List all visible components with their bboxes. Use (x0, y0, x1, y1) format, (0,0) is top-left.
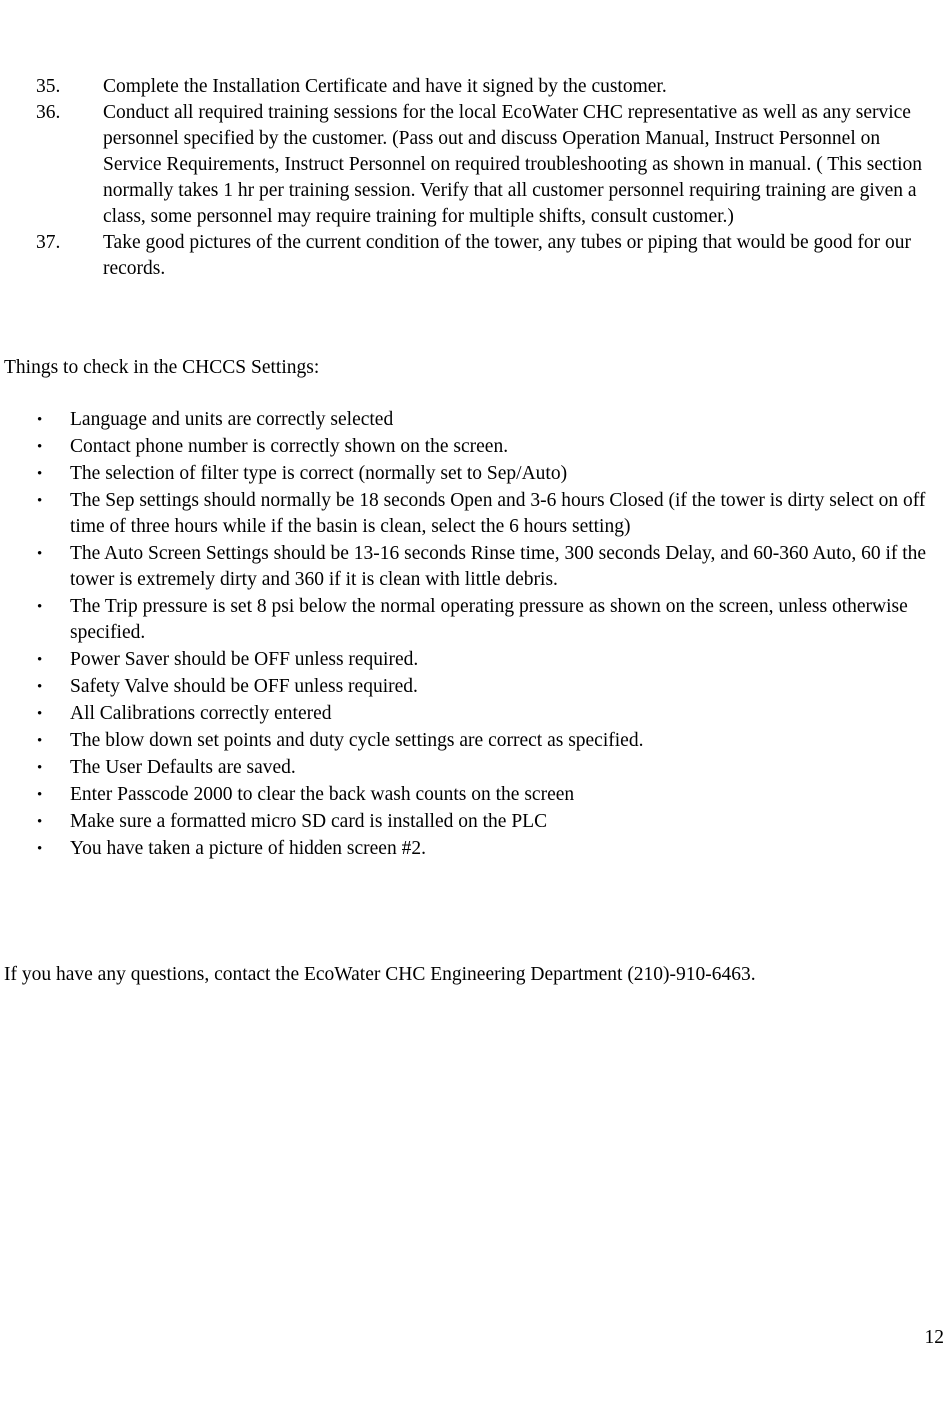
step-item (0, 100, 950, 230)
bullet-icon: • (37, 466, 43, 482)
checklist-item-text: You have taken a picture of hidden screen #2. (70, 838, 426, 859)
step-number: 35. (36, 76, 61, 97)
contact-info: If you have any questions, contact the EcoWater CHC Engineering Department (210)-910-6463. (4, 964, 756, 985)
checklist-item-text: All Calibrations correctly entered (70, 703, 332, 724)
bullet-icon: • (37, 787, 43, 803)
checklist-item-text: Contact phone number is correctly shown on the screen. (70, 436, 509, 457)
step-text: Conduct all required training sessions for the local EcoWater CHC representative as well as any service personnel specified by the customer. (Pass out and discuss Operation Manual, Instruct Personnel on Service Requirements, Instruct Personnel on required troubleshooting as shown in manual. ( This section normally takes 1 hr per training session. Verify that all customer personnel requiring training are given a class, some personnel may require training for multiple shifts, consult customer.) (103, 102, 923, 227)
checklist-item-text: The Trip pressure is set 8 psi below the normal operating pressure as shown on the screen, unless otherwise specified. (70, 596, 908, 643)
checklist-item (0, 755, 950, 781)
checklist-item (0, 836, 950, 862)
step-text: Take good pictures of the current condition of the tower, any tubes or piping that would be good for our records. (103, 232, 911, 279)
checklist-item (0, 782, 950, 808)
bullet-icon: • (37, 841, 43, 857)
checklist-item (0, 488, 950, 540)
settings-heading: Things to check in the CHCCS Settings: (4, 357, 320, 378)
checklist-item-text: Language and units are correctly selected (70, 409, 394, 430)
bullet-icon: • (37, 493, 43, 509)
checklist-item-text: The selection of filter type is correct (normally set to Sep/Auto) (70, 463, 568, 484)
checklist-item-text: Enter Passcode 2000 to clear the back wash counts on the screen (70, 784, 575, 805)
checklist-item-text: The User Defaults are saved. (70, 757, 296, 778)
checklist-item-text: Safety Valve should be OFF unless required. (70, 676, 418, 697)
checklist-item (0, 461, 950, 487)
bullet-icon: • (37, 679, 43, 695)
checklist-item-text: The Sep settings should normally be 18 seconds Open and 3-6 hours Closed (if the tower is dirty select on off time of three hours while if the basin is clean, select the 6 hours setting) (70, 490, 926, 537)
checklist-item-text: The blow down set points and duty cycle settings are correct as specified. (70, 730, 644, 751)
step-number: 37. (36, 232, 61, 253)
checklist-item (0, 541, 950, 593)
page-number: 12 (924, 1327, 944, 1348)
bullet-icon: • (37, 706, 43, 722)
numbered-step-list (0, 74, 950, 282)
checklist-item-text: Make sure a formatted micro SD card is installed on the PLC (70, 811, 548, 832)
bullet-icon: • (37, 412, 43, 428)
bullet-icon: • (37, 814, 43, 830)
checklist-item (0, 728, 950, 754)
checklist-item (0, 809, 950, 835)
checklist-item (0, 701, 950, 727)
checklist-item-text: Power Saver should be OFF unless required. (70, 649, 419, 670)
step-number: 36. (36, 102, 61, 123)
step-text: Complete the Installation Certificate and have it signed by the customer. (103, 76, 667, 97)
bullet-icon: • (37, 599, 43, 615)
checklist-item-text: The Auto Screen Settings should be 13-16 seconds Rinse time, 300 seconds Delay, and 60-360 Auto, 60 if the tower is extremely dirty and 360 if it is clean with little debris. (70, 543, 927, 590)
bullet-icon: • (37, 733, 43, 749)
checklist-item (0, 674, 950, 700)
bullet-icon: • (37, 546, 43, 562)
bullet-icon: • (37, 652, 43, 668)
checklist-item (0, 647, 950, 673)
checklist-item (0, 407, 950, 433)
checklist-item (0, 594, 950, 646)
bullet-icon: • (37, 439, 43, 455)
step-item (0, 230, 950, 282)
bullet-icon: • (37, 760, 43, 776)
settings-checklist (0, 407, 950, 863)
step-item (0, 74, 950, 100)
checklist-item (0, 434, 950, 460)
